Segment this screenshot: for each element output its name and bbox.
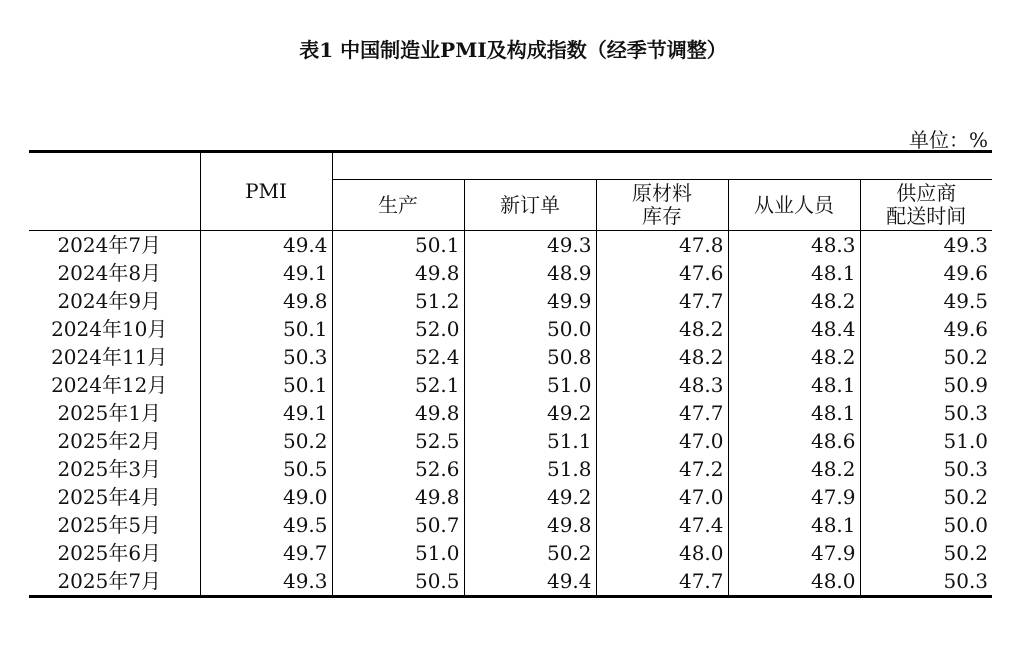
value-cell-production: 52.0 (332, 315, 464, 343)
header-delivery-line1: 供应商 (896, 181, 957, 205)
month-cell: 2025年4月 (29, 483, 200, 511)
value-cell-pmi: 49.4 (200, 231, 332, 260)
value-cell-employment: 48.2 (728, 455, 860, 483)
value-cell-delivery-time: 50.9 (943, 373, 989, 397)
value-cell-new-orders: 48.9 (464, 259, 596, 287)
value-cell-production: 52.1 (332, 371, 464, 399)
header-raw-material-line2: 库存 (642, 204, 682, 228)
month-cell: 2025年3月 (29, 455, 200, 483)
value-cell-raw-material-inventory: 47.8 (596, 231, 728, 260)
value-cell-employment: 48.0 (728, 567, 860, 597)
value-cell-raw-material-inventory: 47.6 (596, 259, 728, 287)
value-cell-delivery-time: 50.3 (860, 567, 992, 597)
month-cell: 2024年9月 (29, 287, 200, 315)
value-cell-delivery-time: 49.6 (943, 317, 989, 341)
value-cell-raw-material-inventory: 47.4 (596, 511, 728, 539)
value-cell-new-orders: 51.8 (464, 455, 596, 483)
table-row (29, 567, 992, 597)
table-title: 表1 中国制造业PMI及构成指数（经季节调整） (299, 38, 727, 62)
value-cell-pmi: 49.1 (200, 399, 332, 427)
value-cell-pmi: 49.3 (200, 567, 332, 597)
value-cell-new-orders: 49.4 (464, 567, 596, 597)
value-cell-pmi: 50.1 (200, 315, 332, 343)
table-row (29, 343, 992, 371)
value-cell-raw-material-inventory: 47.7 (596, 399, 728, 427)
table-row (29, 483, 992, 511)
value-cell-new-orders: 49.8 (464, 511, 596, 539)
value-cell-new-orders: 49.3 (464, 231, 596, 260)
value-cell-pmi: 49.7 (200, 539, 332, 567)
header-spacer (332, 152, 992, 180)
value-cell-delivery-time: 49.5 (943, 289, 989, 313)
value-cell-employment: 48.2 (728, 287, 860, 315)
value-cell-delivery-time: 50.2 (943, 485, 989, 509)
value-cell-production: 52.6 (332, 455, 464, 483)
table-row (29, 287, 992, 315)
value-cell-raw-material-inventory: 48.2 (596, 315, 728, 343)
value-cell-employment: 48.6 (728, 427, 860, 455)
value-cell-delivery-time: 50.0 (943, 513, 989, 537)
value-cell-raw-material-inventory: 48.0 (596, 539, 728, 567)
value-cell-employment: 48.1 (728, 399, 860, 427)
value-cell-pmi: 49.5 (200, 511, 332, 539)
value-cell-raw-material-inventory: 47.0 (596, 483, 728, 511)
value-cell-employment: 47.9 (728, 539, 860, 567)
value-cell-delivery-time: 49.6 (943, 261, 989, 285)
value-cell-production: 52.5 (332, 427, 464, 455)
value-cell-raw-material-inventory: 47.7 (596, 567, 728, 597)
value-cell-employment: 48.1 (728, 371, 860, 399)
unit-label: 单位：% (908, 128, 988, 152)
table-row (29, 427, 992, 455)
header-employment: 从业人员 (728, 180, 860, 231)
month-cell: 2024年11月 (29, 343, 200, 371)
value-cell-delivery-time: 50.2 (943, 345, 989, 369)
value-cell-employment: 48.4 (728, 315, 860, 343)
header-pmi: PMI (200, 152, 332, 231)
table-row (29, 455, 992, 483)
value-cell-raw-material-inventory: 47.7 (596, 287, 728, 315)
value-cell-pmi: 49.8 (200, 287, 332, 315)
month-cell: 2025年1月 (29, 399, 200, 427)
value-cell-delivery-time: 50.2 (943, 541, 989, 565)
table-row (29, 259, 992, 287)
header-delivery-time (860, 180, 992, 231)
value-cell-new-orders: 50.0 (464, 315, 596, 343)
header-raw-material-line1: 原材料 (632, 181, 692, 205)
value-cell-pmi: 50.5 (200, 455, 332, 483)
value-cell-raw-material-inventory: 47.0 (596, 427, 728, 455)
value-cell-pmi: 50.3 (200, 343, 332, 371)
value-cell-new-orders: 50.8 (464, 343, 596, 371)
value-cell-pmi: 49.1 (200, 259, 332, 287)
value-cell-delivery-time: 49.3 (943, 233, 989, 257)
value-cell-new-orders: 50.2 (464, 539, 596, 567)
value-cell-pmi: 49.0 (200, 483, 332, 511)
month-cell: 2024年12月 (29, 371, 200, 399)
value-cell-new-orders: 49.2 (464, 399, 596, 427)
month-cell: 2025年6月 (29, 539, 200, 567)
header-delivery-line2: 配送时间 (886, 204, 967, 228)
header-raw-material-inventory (596, 180, 728, 231)
month-cell: 2025年2月 (29, 427, 200, 455)
table-row (29, 539, 992, 567)
value-cell-pmi: 50.1 (200, 371, 332, 399)
value-cell-employment: 48.3 (728, 231, 860, 260)
table-header (29, 152, 992, 231)
month-cell: 2024年8月 (29, 259, 200, 287)
value-cell-employment: 48.2 (728, 343, 860, 371)
value-cell-delivery-time: 50.3 (943, 401, 989, 425)
month-cell: 2025年5月 (29, 511, 200, 539)
month-cell: 2024年10月 (29, 315, 200, 343)
value-cell-new-orders: 49.2 (464, 483, 596, 511)
header-production: 生产 (332, 180, 464, 231)
value-cell-production: 50.7 (332, 511, 464, 539)
value-cell-raw-material-inventory: 47.2 (596, 455, 728, 483)
month-cell: 2024年7月 (29, 231, 200, 260)
table-row (29, 371, 992, 399)
table-row (29, 511, 992, 539)
value-cell-delivery-time: 51.0 (943, 429, 989, 453)
value-cell-production: 49.8 (332, 483, 464, 511)
table-row (29, 399, 992, 427)
value-cell-new-orders: 51.1 (464, 427, 596, 455)
month-cell: 2025年7月 (29, 567, 200, 597)
value-cell-production: 52.4 (332, 343, 464, 371)
value-cell-production: 49.8 (332, 399, 464, 427)
value-cell-employment: 48.1 (728, 259, 860, 287)
table-row (29, 315, 992, 343)
value-cell-production: 51.0 (332, 539, 464, 567)
corner-cell (29, 152, 200, 231)
value-cell-new-orders: 49.9 (464, 287, 596, 315)
value-cell-production: 49.8 (332, 259, 464, 287)
value-cell-raw-material-inventory: 48.2 (596, 343, 728, 371)
value-cell-production: 50.5 (332, 567, 464, 597)
value-cell-employment: 47.9 (728, 483, 860, 511)
value-cell-raw-material-inventory: 48.3 (596, 371, 728, 399)
value-cell-production: 50.1 (332, 231, 464, 260)
header-new-orders: 新订单 (464, 180, 596, 231)
value-cell-new-orders: 51.0 (464, 371, 596, 399)
value-cell-production: 51.2 (332, 287, 464, 315)
value-cell-pmi: 50.2 (200, 427, 332, 455)
table-row (29, 231, 992, 260)
value-cell-employment: 48.1 (728, 511, 860, 539)
table-body (29, 231, 992, 597)
pmi-table (29, 150, 992, 598)
value-cell-delivery-time: 50.3 (943, 457, 989, 481)
